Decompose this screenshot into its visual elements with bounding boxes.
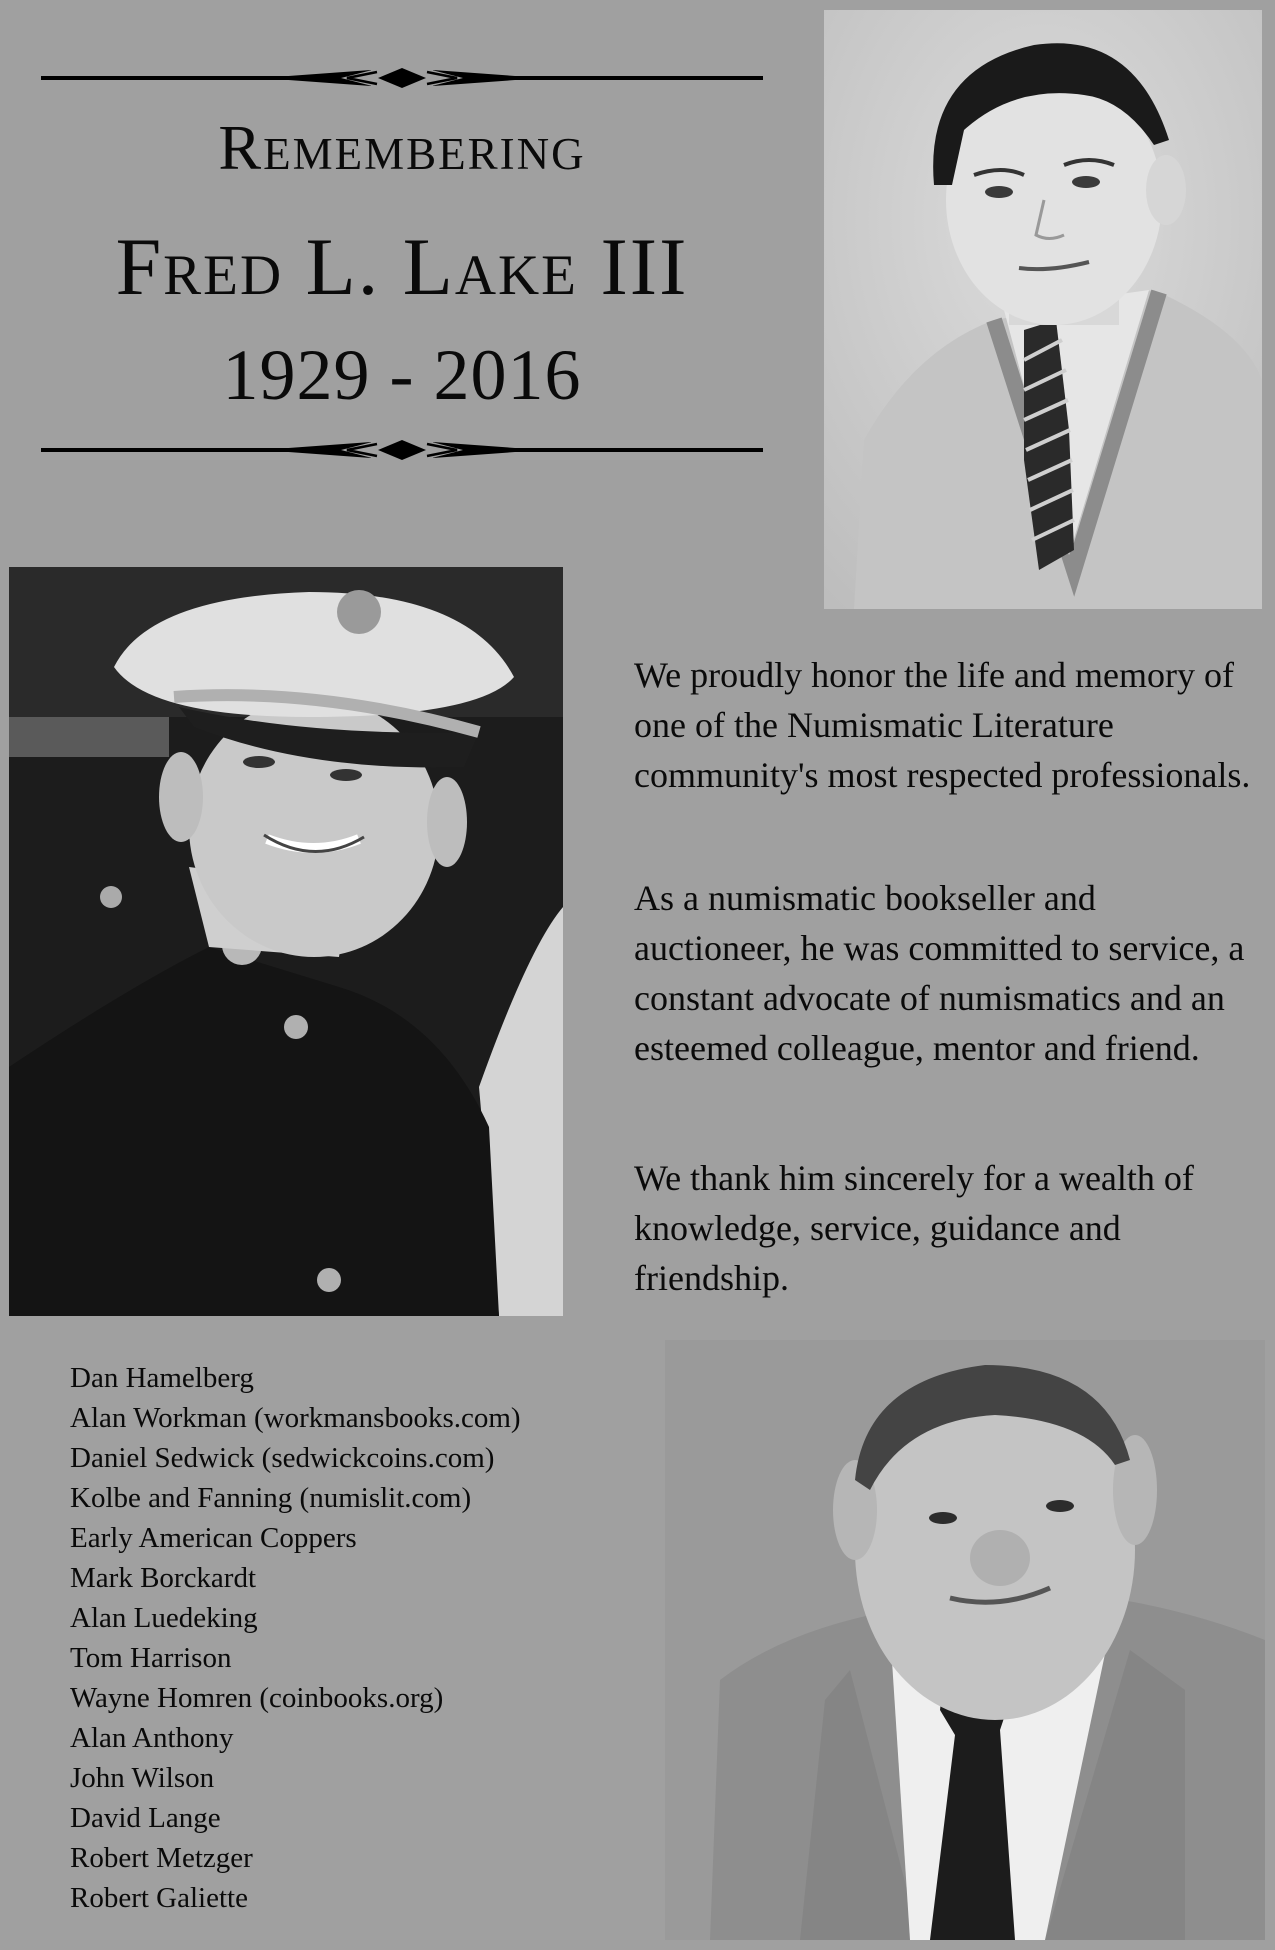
sponsor-item: Dan Hamelberg [70, 1362, 254, 1394]
tribute-paragraph-1: We proudly honor the life and memory of one of the Numismatic Literature community's most respected professionals. [634, 655, 1251, 795]
sponsor-item: Tom Harrison [70, 1642, 232, 1674]
sponsor-list [70, 1358, 650, 1918]
marine-portrait-photo [9, 567, 563, 1316]
top-ornamental-divider [41, 63, 763, 93]
tribute-paragraph-2: As a numismatic bookseller and auctioneer, he was committed to service, a constant advocate of numismatics and an esteemed colleague, mentor and friend. [634, 878, 1245, 1068]
tribute-paragraph [634, 650, 1254, 800]
tribute-paragraph-3: We thank him sincerely for a wealth of knowledge, service, guidance and friendship. [634, 1158, 1194, 1298]
sponsor-item: David Lange [70, 1802, 221, 1834]
honoree-name: Fred L. Lake III [115, 221, 689, 312]
sponsor-item: Robert Metzger [70, 1842, 253, 1874]
sponsor-item: John Wilson [70, 1762, 215, 1794]
elder-portrait-image [665, 1340, 1265, 1940]
sponsor-item: Daniel Sedwick (sedwickcoins.com) [70, 1442, 495, 1474]
bottom-ornamental-divider [41, 435, 763, 465]
sponsor-item: Kolbe and Fanning (numislit.com) [70, 1482, 472, 1514]
diamond-divider-ornament-icon [41, 63, 763, 93]
youth-portrait-image [824, 10, 1262, 609]
life-years: 1929 - 2016 [222, 335, 582, 415]
sponsor-item: Alan Workman (workmansbooks.com) [70, 1402, 521, 1434]
tribute-paragraph [634, 1153, 1254, 1303]
sponsor-item: Alan Anthony [70, 1722, 234, 1754]
marine-portrait-image [9, 567, 563, 1316]
diamond-divider-ornament-icon [41, 435, 763, 465]
sponsor-item: Early American Coppers [70, 1522, 357, 1554]
remembering-heading: Remembering [218, 112, 586, 183]
sponsor-item: Mark Borckardt [70, 1562, 257, 1594]
tribute-paragraph [634, 873, 1254, 1073]
sponsor-item: Wayne Homren (coinbooks.org) [70, 1682, 444, 1714]
sponsor-item: Robert Galiette [70, 1882, 248, 1914]
youth-portrait-photo [824, 10, 1262, 609]
elder-portrait-photo [665, 1340, 1265, 1940]
sponsor-item: Alan Luedeking [70, 1602, 258, 1634]
